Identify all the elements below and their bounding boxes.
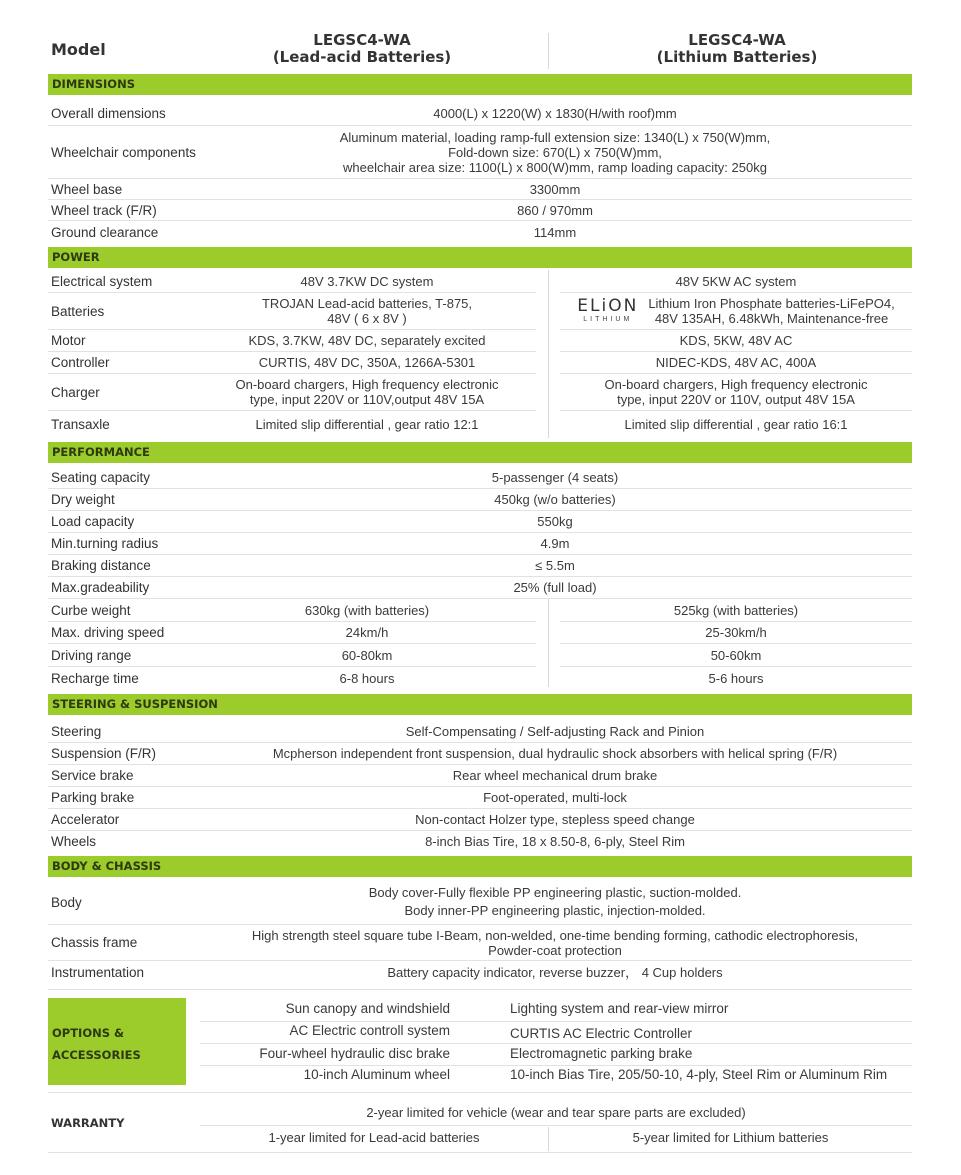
elion-logo-text: ELiON: [577, 296, 639, 316]
gradeability-value: 25% (full load): [513, 580, 597, 595]
controller-label: Controller: [51, 355, 110, 370]
recharge-time-lithium: 5-6 hours: [708, 670, 764, 686]
batteries-lithium-line-2: 48V 135AH, 6.48kWh, Maintenance-free: [654, 311, 889, 326]
row-driving-speed: [48, 622, 912, 643]
lithium-subtitle: (Lithium Batteries): [656, 48, 818, 66]
batteries-lithium-text: [648, 296, 894, 326]
batteries-lead-line-2: 48V ( 6 x 8V ): [327, 311, 407, 326]
load-capacity-value: 550kg: [537, 514, 573, 529]
option-left-3: Four-wheel hydraulic disc brake: [259, 1046, 450, 1061]
divider: [48, 1092, 912, 1093]
transaxle-label: Transaxle: [51, 417, 110, 432]
chassis-frame-label: Chassis frame: [51, 935, 138, 950]
driving-range-lead: 60-80km: [341, 647, 393, 663]
charger-lead-line-1: On-board chargers, High frequency electronic: [235, 377, 499, 392]
row-controller: [48, 352, 912, 373]
wheel-track-value: 860 / 970mm: [517, 202, 593, 218]
body-label: Body: [51, 894, 82, 910]
instrumentation-label: Instrumentation: [51, 964, 145, 980]
dimensions-section-header: [48, 74, 912, 95]
driving-range-lithium: 50-60km: [710, 647, 762, 663]
row-wheelchair-components: [48, 126, 912, 178]
electrical-system-lead: 48V 3.7KW DC system: [300, 273, 434, 289]
row-charger: [48, 374, 912, 410]
row-curb-weight: [48, 599, 912, 621]
performance-section-header: [48, 442, 912, 463]
lithium-column-header: [607, 32, 867, 66]
elion-logo-sub: LITHIUM: [583, 316, 633, 323]
row-turning-radius: [48, 533, 912, 554]
service-brake-label: Service brake: [51, 768, 134, 783]
warranty-vehicle: 2-year limited for vehicle (wear and tear spare parts are excluded): [366, 1105, 746, 1120]
seating-capacity-label: Seating capacity: [51, 469, 151, 485]
driving-speed-lead: 24km/h: [345, 625, 389, 640]
row-service-brake: [48, 765, 912, 786]
steering-value: Self-Compensating / Self-adjusting Rack and Pinion: [405, 723, 705, 739]
row-gradeability: [48, 577, 912, 598]
body-value: [198, 880, 912, 924]
elion-logo: [577, 298, 638, 324]
charger-label: Charger: [51, 384, 100, 400]
row-wheel-track: [48, 200, 912, 220]
lithium-model: LEGSC4-WA: [688, 31, 786, 49]
performance-title: PERFORMANCE: [52, 445, 150, 459]
wheel-base-label: Wheel base: [51, 181, 123, 197]
model-header-label: Model: [51, 40, 106, 59]
row-overall-dimensions: [48, 101, 912, 125]
warranty-title: WARRANTY: [51, 1116, 125, 1130]
wheels-label: Wheels: [51, 834, 97, 849]
options-section-header: [48, 998, 186, 1085]
parking-brake-value: Foot-operated, multi-lock: [483, 790, 627, 805]
option-right-4: 10-inch Bias Tire, 205/50-10, 4-ply, Steel Rim or Aluminum Rim: [510, 1067, 888, 1082]
wheelchair-components-label: Wheelchair components: [51, 144, 196, 160]
divider: [200, 1125, 912, 1126]
steering-label: Steering: [51, 723, 102, 739]
batteries-label: Batteries: [51, 303, 105, 319]
charger-lithium: [560, 374, 912, 410]
batteries-lithium: [560, 293, 912, 329]
batteries-lead: [198, 293, 536, 329]
service-brake-value: Rear wheel mechanical drum brake: [452, 768, 658, 783]
turning-radius-value: 4.9m: [540, 536, 570, 551]
seating-capacity-value: 5-passenger (4 seats): [491, 469, 619, 485]
row-braking-distance: [48, 555, 912, 576]
body-section-header: [48, 856, 912, 877]
overall-dimensions-label: Overall dimensions: [51, 105, 166, 121]
header-divider: [548, 33, 549, 69]
divider: [48, 989, 912, 990]
controller-lead: CURTIS, 48V DC, 350A, 1266A-5301: [258, 355, 476, 370]
row-transaxle: [48, 411, 912, 438]
row-recharge-time: [48, 667, 912, 689]
recharge-time-lead: 6-8 hours: [339, 670, 395, 686]
recharge-time-label: Recharge time: [51, 670, 139, 686]
curb-weight-lithium: 525kg (with batteries): [673, 602, 799, 618]
electrical-system-lithium: 48V 5KW AC system: [675, 273, 797, 289]
steering-section-header: [48, 694, 912, 715]
lead-acid-column-header: [232, 32, 492, 66]
option-right-1: Lighting system and rear-view mirror: [510, 1001, 729, 1016]
dry-weight-label: Dry weight: [51, 492, 115, 507]
option-left-1: Sun canopy and windshield: [285, 1001, 450, 1016]
driving-range-label: Driving range: [51, 647, 132, 663]
dimensions-title: DIMENSIONS: [52, 77, 135, 91]
suspension-label: Suspension (F/R): [51, 746, 157, 761]
row-accelerator: [48, 809, 912, 830]
wheelchair-line-2: Fold-down size: 670(L) x 750(W)mm,: [448, 144, 662, 160]
power-section-header: [48, 247, 912, 268]
divider: [200, 1065, 912, 1066]
row-electrical-system: [48, 270, 912, 292]
suspension-value: Mcpherson independent front suspension, dual hydraulic shock absorbers with helical spring (F/R): [272, 746, 838, 761]
turning-radius-label: Min.turning radius: [51, 536, 159, 551]
wheel-track-label: Wheel track (F/R): [51, 202, 157, 218]
option-left-4: 10-inch Aluminum wheel: [303, 1067, 450, 1082]
row-driving-range: [48, 644, 912, 666]
charger-lithium-line-2: type, input 220V or 110V, output 48V 15A: [617, 392, 855, 407]
row-wheels: [48, 831, 912, 852]
driving-speed-label: Max. driving speed: [51, 625, 165, 640]
options-title-line-1: OPTIONS &: [52, 1026, 125, 1040]
row-wheel-base: [48, 179, 912, 199]
wheel-base-value: 3300mm: [529, 181, 581, 197]
warranty-lithium: 5-year limited for Lithium batteries: [632, 1130, 829, 1145]
transaxle-lithium: Limited slip differential , gear ratio 16:1: [624, 417, 848, 432]
electrical-system-label: Electrical system: [51, 273, 153, 289]
row-suspension: [48, 743, 912, 764]
driving-speed-lithium: 25-30km/h: [705, 625, 767, 640]
options-title-line-2: ACCESSORIES: [52, 1048, 141, 1062]
lead-acid-model: LEGSC4-WA: [313, 31, 411, 49]
row-batteries: [48, 293, 912, 329]
charger-lead-line-2: type, input 220V or 110V,output 48V 15A: [249, 392, 485, 407]
motor-lithium: KDS, 5KW, 48V AC: [679, 333, 793, 348]
row-seating-capacity: [48, 466, 912, 488]
wheelchair-line-1: Aluminum material, loading ramp-full extension size: 1340(L) x 750(W)mm,: [339, 129, 771, 145]
warranty-lead-acid: 1-year limited for Lead-acid batteries: [268, 1130, 480, 1145]
row-instrumentation: [48, 961, 912, 983]
body-line-1: Body cover-Fully flexible PP engineering plastic, suction-molded.: [368, 885, 742, 900]
parking-brake-label: Parking brake: [51, 790, 135, 805]
row-steering: [48, 720, 912, 742]
body-line-2: Body inner-PP engineering plastic, injection-molded.: [404, 903, 706, 918]
row-motor: [48, 330, 912, 351]
ground-clearance-label: Ground clearance: [51, 224, 159, 240]
options-title: [52, 1022, 141, 1066]
overall-dimensions-value: 4000(L) x 1220(W) x 1830(H/with roof)mm: [433, 105, 677, 121]
wheelchair-components-value: [198, 126, 912, 178]
instrumentation-value: Battery capacity indicator, reverse buzzer， 4 Cup holders: [387, 964, 723, 980]
divider: [48, 1152, 912, 1153]
option-right-3: Electromagnetic parking brake: [510, 1046, 693, 1061]
gradeability-label: Max.gradeability: [51, 580, 150, 595]
steering-title: STEERING & SUSPENSION: [52, 697, 218, 711]
ground-clearance-value: 114mm: [533, 224, 577, 240]
motor-label: Motor: [51, 333, 86, 348]
lead-acid-subtitle: (Lead-acid Batteries): [272, 48, 452, 66]
divider: [200, 1021, 912, 1022]
chassis-frame-value: [198, 925, 912, 960]
braking-distance-value: ≤ 5.5m: [535, 558, 575, 573]
batteries-lithium-line-1: Lithium Iron Phosphate batteries-LiFePO4,: [648, 296, 895, 311]
chassis-line-1: High strength steel square tube I-Beam, non-welded, one-time bending forming, cathodic electrophoresis,: [251, 927, 859, 943]
charger-lithium-line-1: On-board chargers, High frequency electronic: [604, 377, 868, 392]
load-capacity-label: Load capacity: [51, 514, 135, 529]
body-title: BODY & CHASSIS: [52, 859, 162, 873]
curb-weight-label: Curbe weight: [51, 602, 131, 618]
power-title: POWER: [52, 250, 100, 264]
transaxle-lead: Limited slip differential , gear ratio 12:1: [255, 417, 479, 432]
option-left-2: AC Electric controll system: [289, 1023, 450, 1038]
charger-lead: [198, 374, 536, 410]
controller-lithium: NIDEC-KDS, 48V AC, 400A: [655, 355, 817, 370]
chassis-line-2: Powder-coat protection: [488, 942, 622, 958]
row-load-capacity: [48, 511, 912, 532]
row-chassis-frame: [48, 925, 912, 960]
accelerator-value: Non-contact Holzer type, stepless speed change: [415, 812, 695, 827]
motor-lead: KDS, 3.7KW, 48V DC, separately excited: [248, 333, 486, 348]
accelerator-label: Accelerator: [51, 812, 120, 827]
row-ground-clearance: [48, 221, 912, 243]
row-parking-brake: [48, 787, 912, 808]
option-right-2: CURTIS AC Electric Controller: [510, 1026, 693, 1041]
row-body: [48, 880, 912, 924]
divider: [200, 1043, 912, 1044]
batteries-lead-line-1: TROJAN Lead-acid batteries, T-875,: [261, 296, 473, 311]
curb-weight-lead: 630kg (with batteries): [304, 602, 430, 618]
braking-distance-label: Braking distance: [51, 558, 151, 573]
wheelchair-line-3: wheelchair area size: 1100(L) x 800(W)mm, ramp loading capacity: 250kg: [343, 159, 767, 175]
dry-weight-value: 450kg (w/o batteries): [494, 492, 616, 507]
row-dry-weight: [48, 489, 912, 510]
wheels-value: 8-inch Bias Tire, 18 x 8.50-8, 6-ply, Steel Rim: [425, 834, 685, 849]
